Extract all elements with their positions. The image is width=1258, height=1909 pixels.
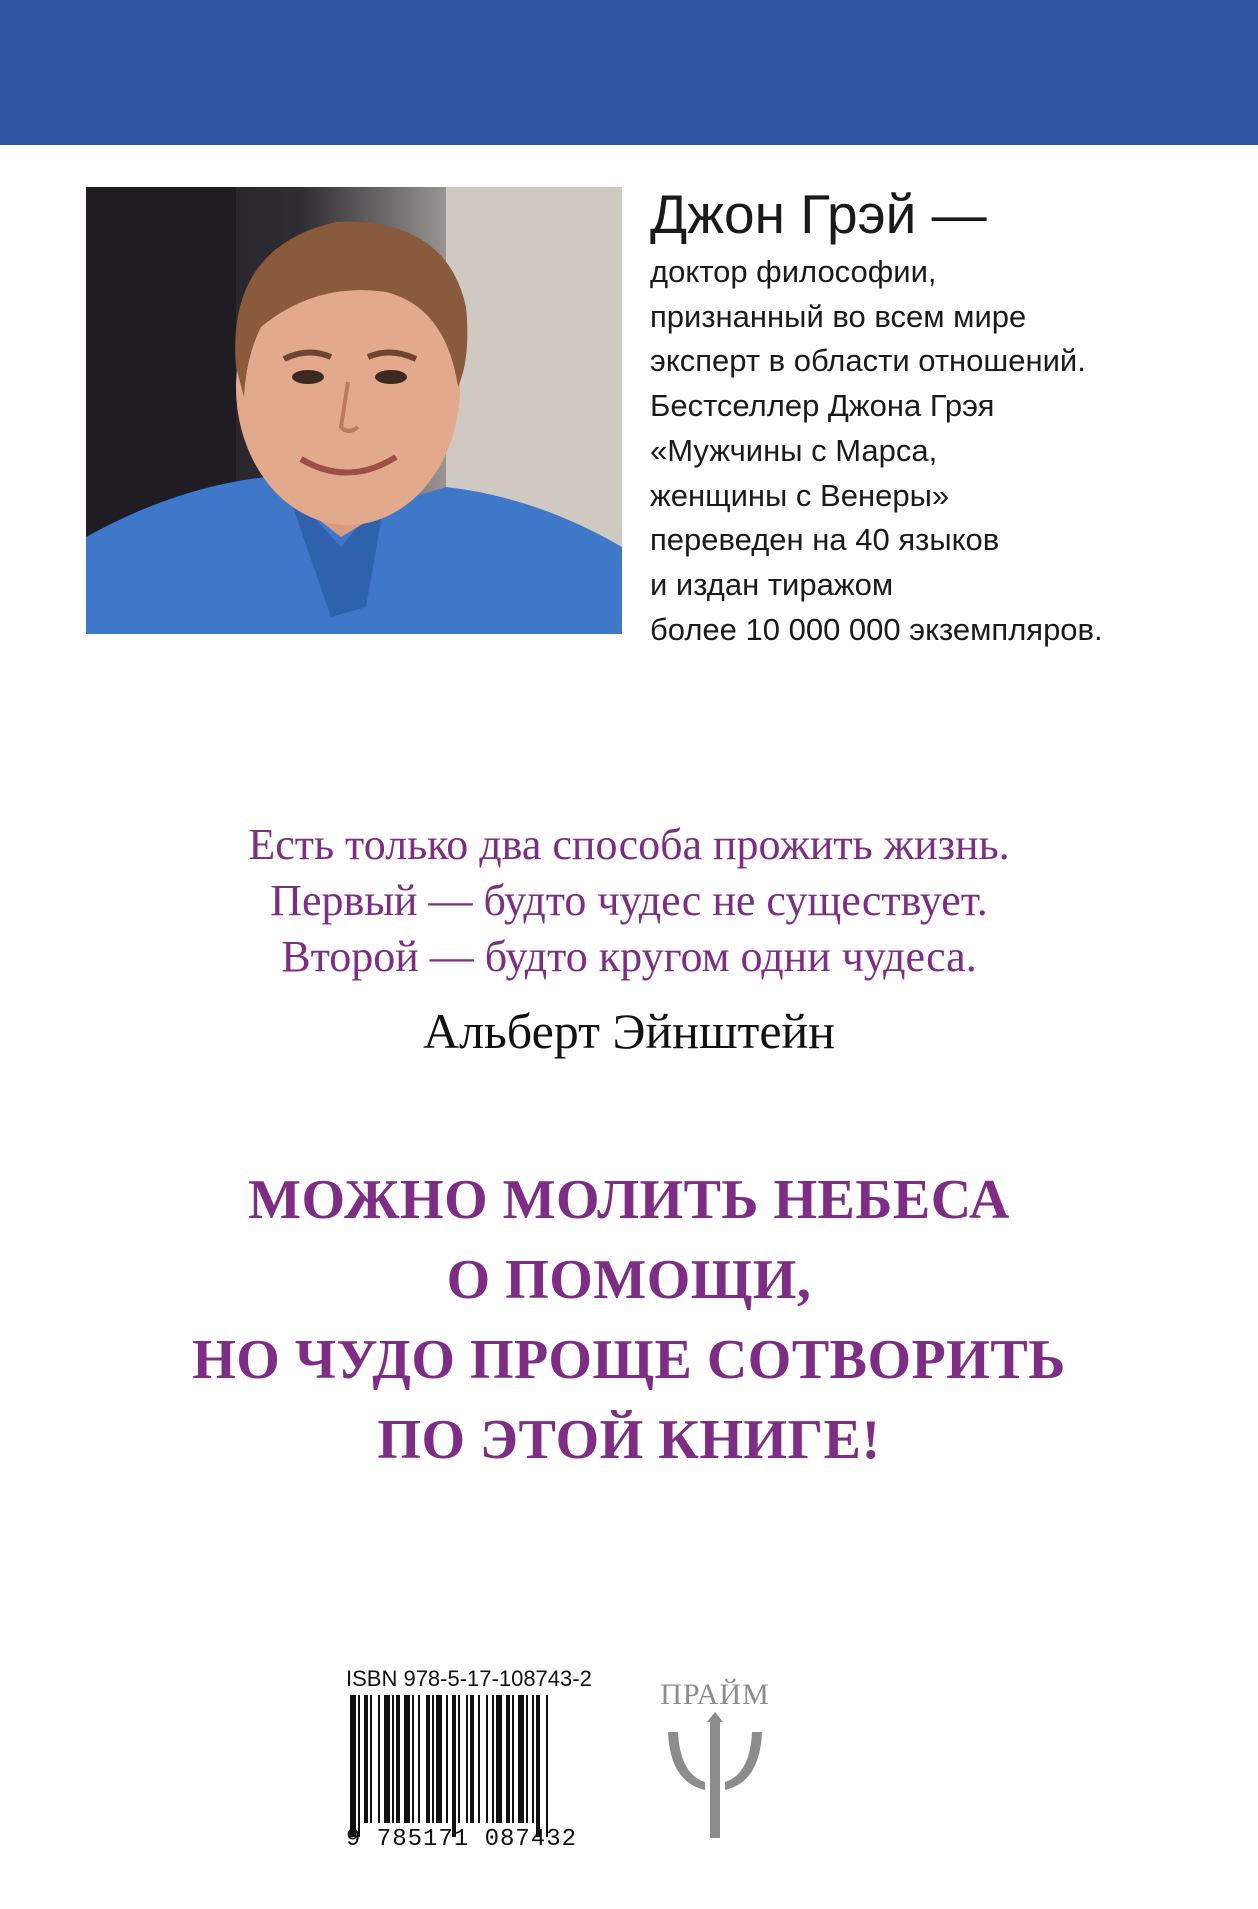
barcode-bar bbox=[506, 1695, 510, 1823]
bio-line: «Мужчины с Марса, bbox=[650, 432, 938, 468]
quote-author: Альберт Эйнштейн bbox=[422, 1003, 836, 1059]
author-bio bbox=[650, 178, 1210, 652]
barcode-digits: 9 785171 087432 bbox=[346, 1826, 578, 1853]
barcode-bar bbox=[452, 1695, 456, 1837]
author-photo bbox=[86, 187, 622, 634]
publisher-logo bbox=[655, 1678, 775, 1842]
barcode-bar bbox=[432, 1695, 434, 1823]
barcode-bar bbox=[446, 1695, 448, 1823]
barcode-bar bbox=[486, 1695, 488, 1823]
isbn-barcode bbox=[346, 1695, 602, 1837]
bio-line: доктор философии, bbox=[650, 254, 937, 289]
barcode-bar bbox=[418, 1695, 420, 1823]
barcode-bar bbox=[470, 1695, 474, 1823]
barcode-bar bbox=[518, 1695, 524, 1823]
tagline-line: МОЖНО МОЛИТЬ НЕБЕСА bbox=[248, 1169, 1010, 1231]
barcode-bar bbox=[492, 1695, 494, 1823]
barcode-bar bbox=[546, 1695, 548, 1837]
barcode-bar bbox=[496, 1695, 502, 1823]
barcode-bar bbox=[404, 1695, 410, 1823]
bio-line: более 10 000 000 экземпляров. bbox=[650, 611, 1103, 647]
barcode-bar bbox=[370, 1695, 372, 1823]
publisher-name: ПРАЙМ bbox=[660, 1678, 770, 1711]
einstein-quote bbox=[0, 817, 1258, 1061]
barcode-bar bbox=[350, 1695, 356, 1837]
bio-line: признанный во всем мире bbox=[650, 298, 1027, 334]
barcode-bar bbox=[384, 1695, 390, 1823]
bio-line: переведен на 40 языков bbox=[650, 522, 1000, 558]
barcode-bar bbox=[536, 1695, 540, 1837]
author-name: Джон Грэй — bbox=[650, 183, 987, 245]
quote-line: Первый — будто чудес не существует. bbox=[270, 876, 988, 925]
barcode-bar bbox=[378, 1695, 380, 1823]
barcode-bar bbox=[412, 1695, 414, 1823]
barcode-bar bbox=[478, 1695, 480, 1823]
barcode-bar bbox=[512, 1695, 514, 1823]
tagline-line: О ПОМОЩИ, bbox=[446, 1249, 812, 1311]
tagline-line: НО ЧУДО ПРОЩЕ СОТВОРИТЬ bbox=[192, 1329, 1066, 1391]
bio-line: женщины с Венеры» bbox=[650, 477, 950, 513]
barcode-bar bbox=[436, 1695, 442, 1823]
author-portrait-illustration bbox=[86, 187, 622, 634]
psi-icon bbox=[660, 1712, 770, 1842]
quote-line: Есть только два способа прожить жизнь. bbox=[248, 820, 1010, 869]
tagline-line: ПО ЭТОЙ КНИГЕ! bbox=[377, 1409, 881, 1471]
isbn-label: ISBN 978-5-17-108743-2 bbox=[346, 1666, 592, 1691]
barcode-bar bbox=[396, 1695, 400, 1823]
barcode-bar bbox=[458, 1695, 460, 1823]
bio-line: Бестселлер Джона Грэя bbox=[650, 388, 995, 424]
top-color-band bbox=[0, 0, 1258, 145]
barcode-bar bbox=[426, 1695, 430, 1823]
bio-line: эксперт в области отношений. bbox=[650, 343, 1086, 379]
book-tagline bbox=[0, 1160, 1258, 1480]
barcode-bar bbox=[466, 1695, 468, 1823]
barcode-bar bbox=[358, 1695, 360, 1837]
barcode-bar bbox=[532, 1695, 534, 1823]
barcode-bar bbox=[526, 1695, 528, 1823]
barcode-bar bbox=[392, 1695, 394, 1823]
bio-line: и издан тиражом bbox=[650, 566, 894, 602]
barcode-bar bbox=[364, 1695, 368, 1823]
quote-line: Второй — будто кругом одни чудеса. bbox=[281, 932, 977, 981]
